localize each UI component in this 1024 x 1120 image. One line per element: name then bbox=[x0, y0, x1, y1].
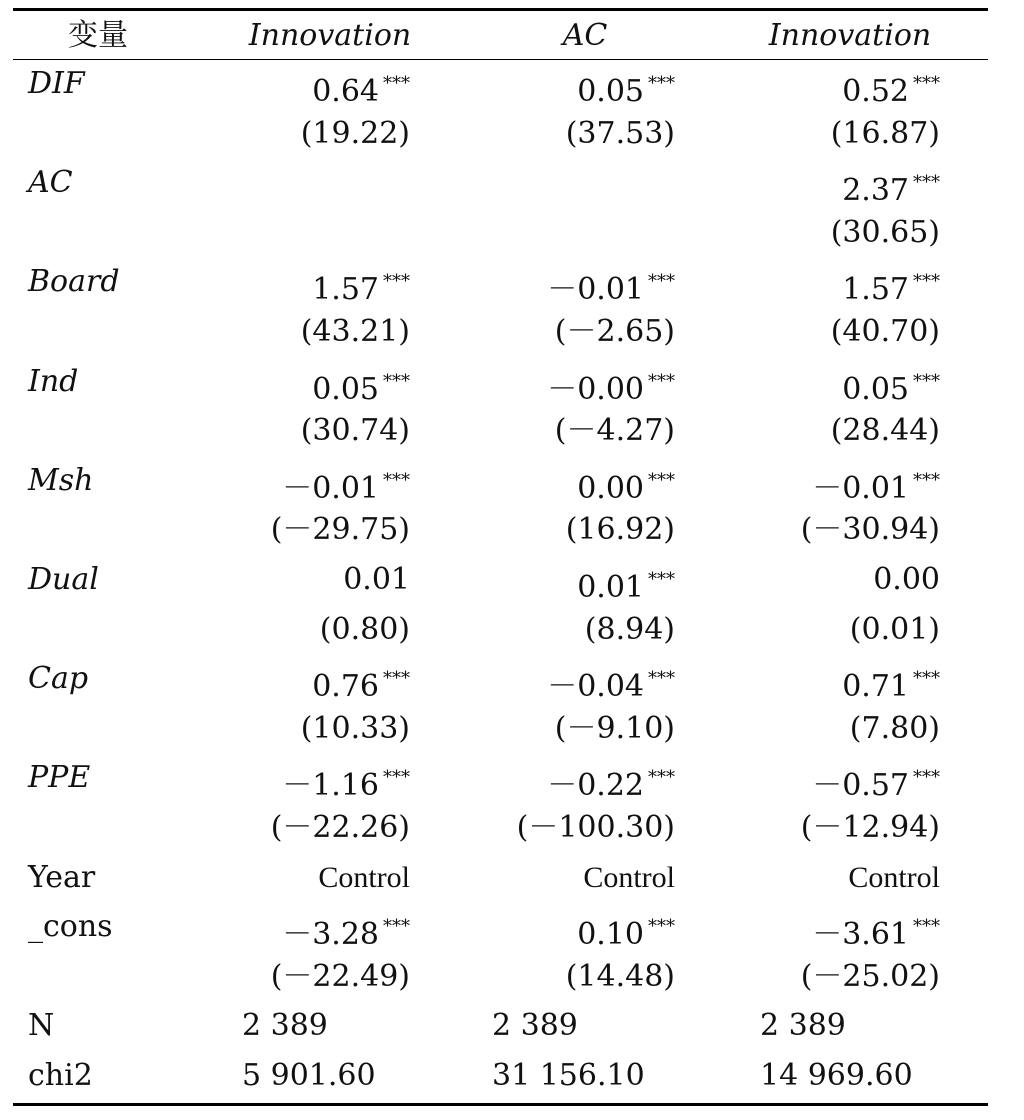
table-cell bbox=[230, 112, 432, 156]
cell-value: 2 389 bbox=[242, 1008, 328, 1044]
cell-value: (－100.30) bbox=[516, 810, 675, 845]
table-cell bbox=[760, 756, 940, 804]
cell-value: Control bbox=[848, 860, 940, 894]
table-cell bbox=[495, 211, 675, 255]
cell-value: (30.65) bbox=[830, 214, 940, 250]
table-cell bbox=[230, 310, 432, 354]
table-cell bbox=[230, 558, 447, 602]
table-cell bbox=[492, 1054, 672, 1098]
table-cell bbox=[492, 1004, 672, 1048]
table-cell bbox=[495, 112, 697, 156]
row-label: Cap bbox=[28, 661, 89, 697]
table-cell bbox=[495, 260, 675, 308]
table-cell bbox=[760, 62, 940, 109]
table-cell bbox=[230, 806, 432, 850]
significance-stars: *** bbox=[383, 271, 410, 293]
cell-value: －0.01 bbox=[282, 470, 379, 506]
cell-value: (43.21) bbox=[300, 314, 410, 349]
significance-stars: *** bbox=[648, 469, 675, 491]
table-cell bbox=[760, 856, 940, 900]
header-col-2: AC bbox=[562, 18, 608, 53]
table-cell bbox=[760, 608, 962, 652]
table-cell bbox=[242, 1054, 422, 1098]
cell-value: 2 389 bbox=[760, 1008, 846, 1044]
table-cell bbox=[495, 360, 675, 407]
table-cell bbox=[230, 756, 410, 804]
cell-value: (－30.94) bbox=[800, 512, 940, 548]
cell-value: (14.48) bbox=[565, 958, 675, 994]
cell-value: (－4.27) bbox=[554, 413, 675, 449]
cell-value: (40.70) bbox=[830, 314, 940, 349]
cell-value: －0.04 bbox=[547, 669, 644, 705]
table-cell bbox=[495, 310, 697, 354]
table-cell bbox=[495, 459, 675, 506]
cell-value: (16.87) bbox=[830, 115, 940, 151]
cell-value: (8.94) bbox=[584, 611, 675, 647]
table-cell bbox=[242, 1004, 422, 1048]
table-cell bbox=[230, 409, 432, 453]
cell-value: 0.05 bbox=[842, 371, 909, 407]
significance-stars: *** bbox=[383, 916, 410, 938]
table-cell bbox=[760, 211, 962, 255]
row-label: Msh bbox=[28, 462, 94, 498]
significance-stars: *** bbox=[913, 172, 940, 194]
table-cell bbox=[495, 955, 697, 999]
row-label: chi2 bbox=[28, 1058, 93, 1093]
table-cell bbox=[230, 161, 410, 205]
cell-value: 2.37 bbox=[842, 173, 909, 209]
table-cell bbox=[760, 409, 962, 453]
row-label: PPE bbox=[28, 760, 91, 796]
table-cell bbox=[495, 62, 675, 109]
table-cell bbox=[760, 955, 962, 999]
table-cell bbox=[760, 161, 940, 209]
row-label: _cons bbox=[28, 909, 113, 945]
table-cell bbox=[230, 62, 410, 109]
significance-stars: *** bbox=[913, 668, 940, 690]
row-label: DIF bbox=[28, 66, 85, 101]
significance-stars: *** bbox=[383, 73, 410, 94]
cell-value: －0.01 bbox=[547, 272, 644, 308]
cell-value: (28.44) bbox=[830, 413, 940, 449]
table-cell bbox=[230, 856, 410, 900]
cell-value: 0.64 bbox=[312, 74, 379, 109]
cell-value: 2 389 bbox=[492, 1008, 578, 1044]
cell-value: 14 969.60 bbox=[760, 1058, 913, 1093]
table-cell bbox=[760, 310, 962, 354]
cell-value: Control bbox=[318, 860, 410, 894]
row-label bbox=[28, 211, 228, 255]
table-cell bbox=[495, 558, 675, 605]
table-cell bbox=[495, 756, 675, 804]
table-cell bbox=[495, 806, 697, 850]
significance-stars: *** bbox=[648, 73, 675, 94]
significance-stars: *** bbox=[648, 767, 675, 789]
row-label: Ind bbox=[28, 363, 79, 399]
table-cell bbox=[495, 608, 697, 652]
significance-stars: *** bbox=[383, 668, 410, 690]
cell-value: 0.10 bbox=[577, 917, 644, 953]
table-cell bbox=[230, 260, 410, 308]
table-cell bbox=[760, 707, 962, 751]
table-cell bbox=[760, 905, 940, 953]
cell-value: 0.52 bbox=[842, 74, 909, 109]
table-cell bbox=[760, 260, 940, 308]
table-cell bbox=[230, 657, 410, 705]
header-col-1: Innovation bbox=[248, 18, 412, 53]
cell-value: (－25.02) bbox=[800, 958, 940, 994]
significance-stars: *** bbox=[648, 916, 675, 938]
table-cell bbox=[230, 360, 410, 407]
table-cell bbox=[230, 459, 410, 506]
cell-value: 0.76 bbox=[312, 669, 379, 705]
cell-value: 5 901.60 bbox=[242, 1058, 376, 1093]
table-cell bbox=[760, 508, 962, 552]
table-cell bbox=[495, 707, 697, 751]
cell-value: Control bbox=[583, 860, 675, 894]
table-cell bbox=[230, 707, 432, 751]
row-label: N bbox=[28, 1008, 55, 1044]
table-cell bbox=[760, 1054, 940, 1098]
header-variable: 变量 bbox=[68, 18, 128, 53]
table-cell bbox=[230, 905, 410, 953]
cell-value: 0.01 bbox=[577, 570, 644, 605]
table-cell bbox=[760, 1004, 940, 1048]
cell-value: (－22.49) bbox=[270, 958, 410, 994]
row-label: Board bbox=[28, 264, 120, 300]
cell-value: －3.28 bbox=[282, 917, 379, 953]
cell-value: 0.71 bbox=[842, 669, 909, 705]
table-cell bbox=[230, 508, 432, 552]
significance-stars: *** bbox=[913, 767, 940, 789]
significance-stars: *** bbox=[383, 767, 410, 789]
table-cell bbox=[495, 161, 675, 205]
significance-stars: *** bbox=[648, 569, 675, 590]
cell-value: (10.33) bbox=[300, 710, 410, 746]
cell-value: 1.57 bbox=[842, 272, 909, 308]
row-label bbox=[28, 310, 228, 354]
top-rule bbox=[13, 8, 988, 11]
table-cell bbox=[230, 608, 432, 652]
header-rule bbox=[13, 59, 988, 60]
cell-value: (－9.10) bbox=[554, 710, 675, 746]
table-cell bbox=[760, 558, 977, 602]
row-label bbox=[28, 112, 228, 156]
significance-stars: *** bbox=[648, 271, 675, 293]
cell-value: (19.22) bbox=[300, 115, 410, 151]
cell-value: (37.53) bbox=[565, 115, 675, 151]
bottom-rule bbox=[13, 1103, 988, 1106]
cell-value: 1.57 bbox=[312, 272, 379, 308]
row-label: Dual bbox=[28, 562, 99, 597]
row-label bbox=[28, 806, 228, 850]
row-label: AC bbox=[28, 165, 73, 201]
significance-stars: *** bbox=[648, 370, 675, 392]
row-label bbox=[28, 409, 228, 453]
significance-stars: *** bbox=[913, 469, 940, 491]
significance-stars: *** bbox=[913, 916, 940, 938]
table-cell bbox=[495, 856, 675, 900]
cell-value: (30.74) bbox=[300, 413, 410, 449]
row-label bbox=[28, 508, 228, 552]
row-label bbox=[28, 608, 228, 652]
cell-value: (－2.65) bbox=[554, 314, 675, 349]
row-label: Year bbox=[28, 859, 96, 895]
row-label bbox=[28, 707, 228, 751]
cell-value: 0.05 bbox=[577, 74, 644, 109]
table-cell bbox=[760, 459, 940, 506]
table-cell bbox=[230, 211, 410, 255]
table-cell bbox=[760, 112, 962, 156]
table-cell bbox=[495, 409, 697, 453]
cell-value: (0.01) bbox=[849, 611, 940, 647]
table-cell bbox=[495, 508, 697, 552]
significance-stars: *** bbox=[648, 668, 675, 690]
significance-stars: *** bbox=[913, 370, 940, 392]
cell-value: 0.00 bbox=[577, 470, 644, 506]
cell-value: (－29.75) bbox=[270, 512, 410, 548]
cell-value: －1.16 bbox=[282, 768, 379, 804]
cell-value: 0.05 bbox=[312, 371, 379, 407]
cell-value: －0.01 bbox=[812, 470, 909, 506]
cell-value: (0.80) bbox=[319, 611, 410, 647]
row-label bbox=[28, 955, 228, 999]
cell-value: 31 156.10 bbox=[492, 1058, 645, 1093]
cell-value: －0.22 bbox=[547, 768, 644, 804]
table-cell bbox=[230, 955, 432, 999]
cell-value: (16.92) bbox=[565, 512, 675, 548]
significance-stars: *** bbox=[383, 370, 410, 392]
table-cell bbox=[760, 806, 962, 850]
cell-value: 0.00 bbox=[873, 562, 940, 597]
cell-value: －0.00 bbox=[547, 371, 644, 407]
table-cell bbox=[760, 360, 940, 407]
significance-stars: *** bbox=[913, 73, 940, 94]
cell-value: －0.57 bbox=[812, 768, 909, 804]
significance-stars: *** bbox=[913, 271, 940, 293]
cell-value: 0.01 bbox=[343, 562, 410, 597]
significance-stars: *** bbox=[383, 469, 410, 491]
header-col-3: Innovation bbox=[768, 18, 932, 53]
table-cell bbox=[495, 905, 675, 953]
cell-value: (－22.26) bbox=[270, 810, 410, 845]
cell-value: －3.61 bbox=[812, 917, 909, 953]
table-cell bbox=[760, 657, 940, 705]
cell-value: (－12.94) bbox=[800, 810, 940, 845]
table-cell bbox=[495, 657, 675, 705]
cell-value: (7.80) bbox=[849, 710, 940, 746]
